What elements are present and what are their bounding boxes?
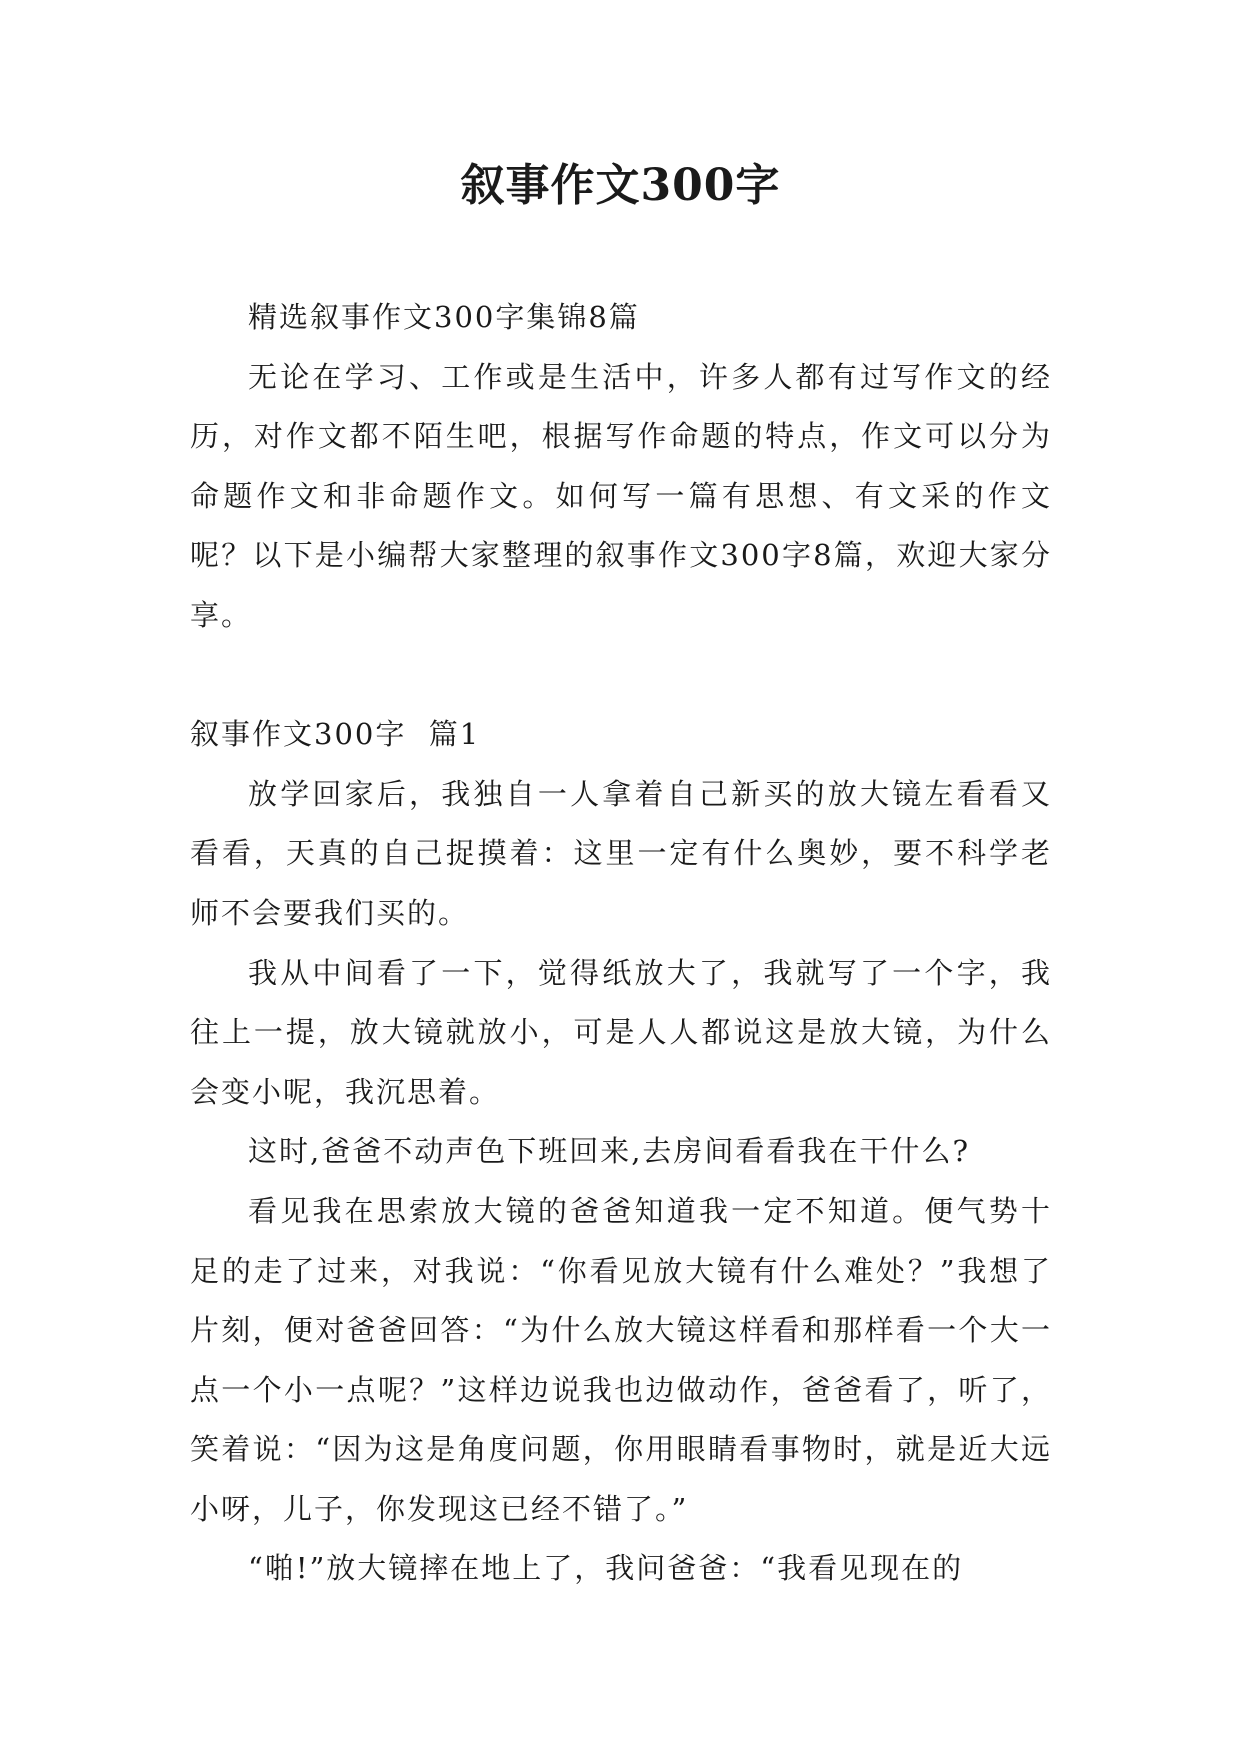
body-paragraph: 我从中间看了一下，觉得纸放大了，我就写了一个字，我往上一提，放大镜就放小，可是人人都说这是放大镜，为什么会变小呢，我沉思着。 (190, 955, 1052, 1109)
body-paragraph: 这时,爸爸不动声色下班回来,去房间看看我在干什么? (248, 1134, 970, 1169)
section-spacer (190, 646, 1052, 706)
section-heading: 叙事作文300字 篇1 (190, 717, 481, 752)
body-paragraph: “啪!”放大镜摔在地上了，我问爸爸：“我看见现在的 (248, 1551, 964, 1586)
body-paragraph: 看见我在思索放大镜的爸爸知道我一定不知道。便气势十足的走了过来，对我说：“你看见放大镜有什么难处？”我想了片刻，便对爸爸回答：“为什么放大镜这样看和那样看一个大一点一个小一点呢？”这样边说我也边做动作，爸爸看了，听了，笑着说：“因为这是角度问题，你用眼睛看事物时，就是近大远小呀，儿子，你发现这已经不错了。” (190, 1193, 1052, 1526)
document-subtitle: 精选叙事作文300字集锦8篇 (248, 300, 640, 334)
body-paragraph: 放学回家后，我独自一人拿着自己新买的放大镜左看看又看看，天真的自己捉摸着：这里一定有什么奥妙，要不科学老师不会要我们买的。 (190, 776, 1052, 930)
intro-paragraph: 无论在学习、工作或是生活中，许多人都有过写作文的经历，对作文都不陌生吧，根据写作命题的特点，作文可以分为命题作文和非命题作文。如何写一篇有思想、有文采的作文呢？以下是小编帮大家整理的叙事作文300字8篇，欢迎大家分享。 (190, 359, 1052, 632)
document-body (190, 288, 1052, 1599)
document-title: 叙事作文300字 (460, 160, 781, 211)
